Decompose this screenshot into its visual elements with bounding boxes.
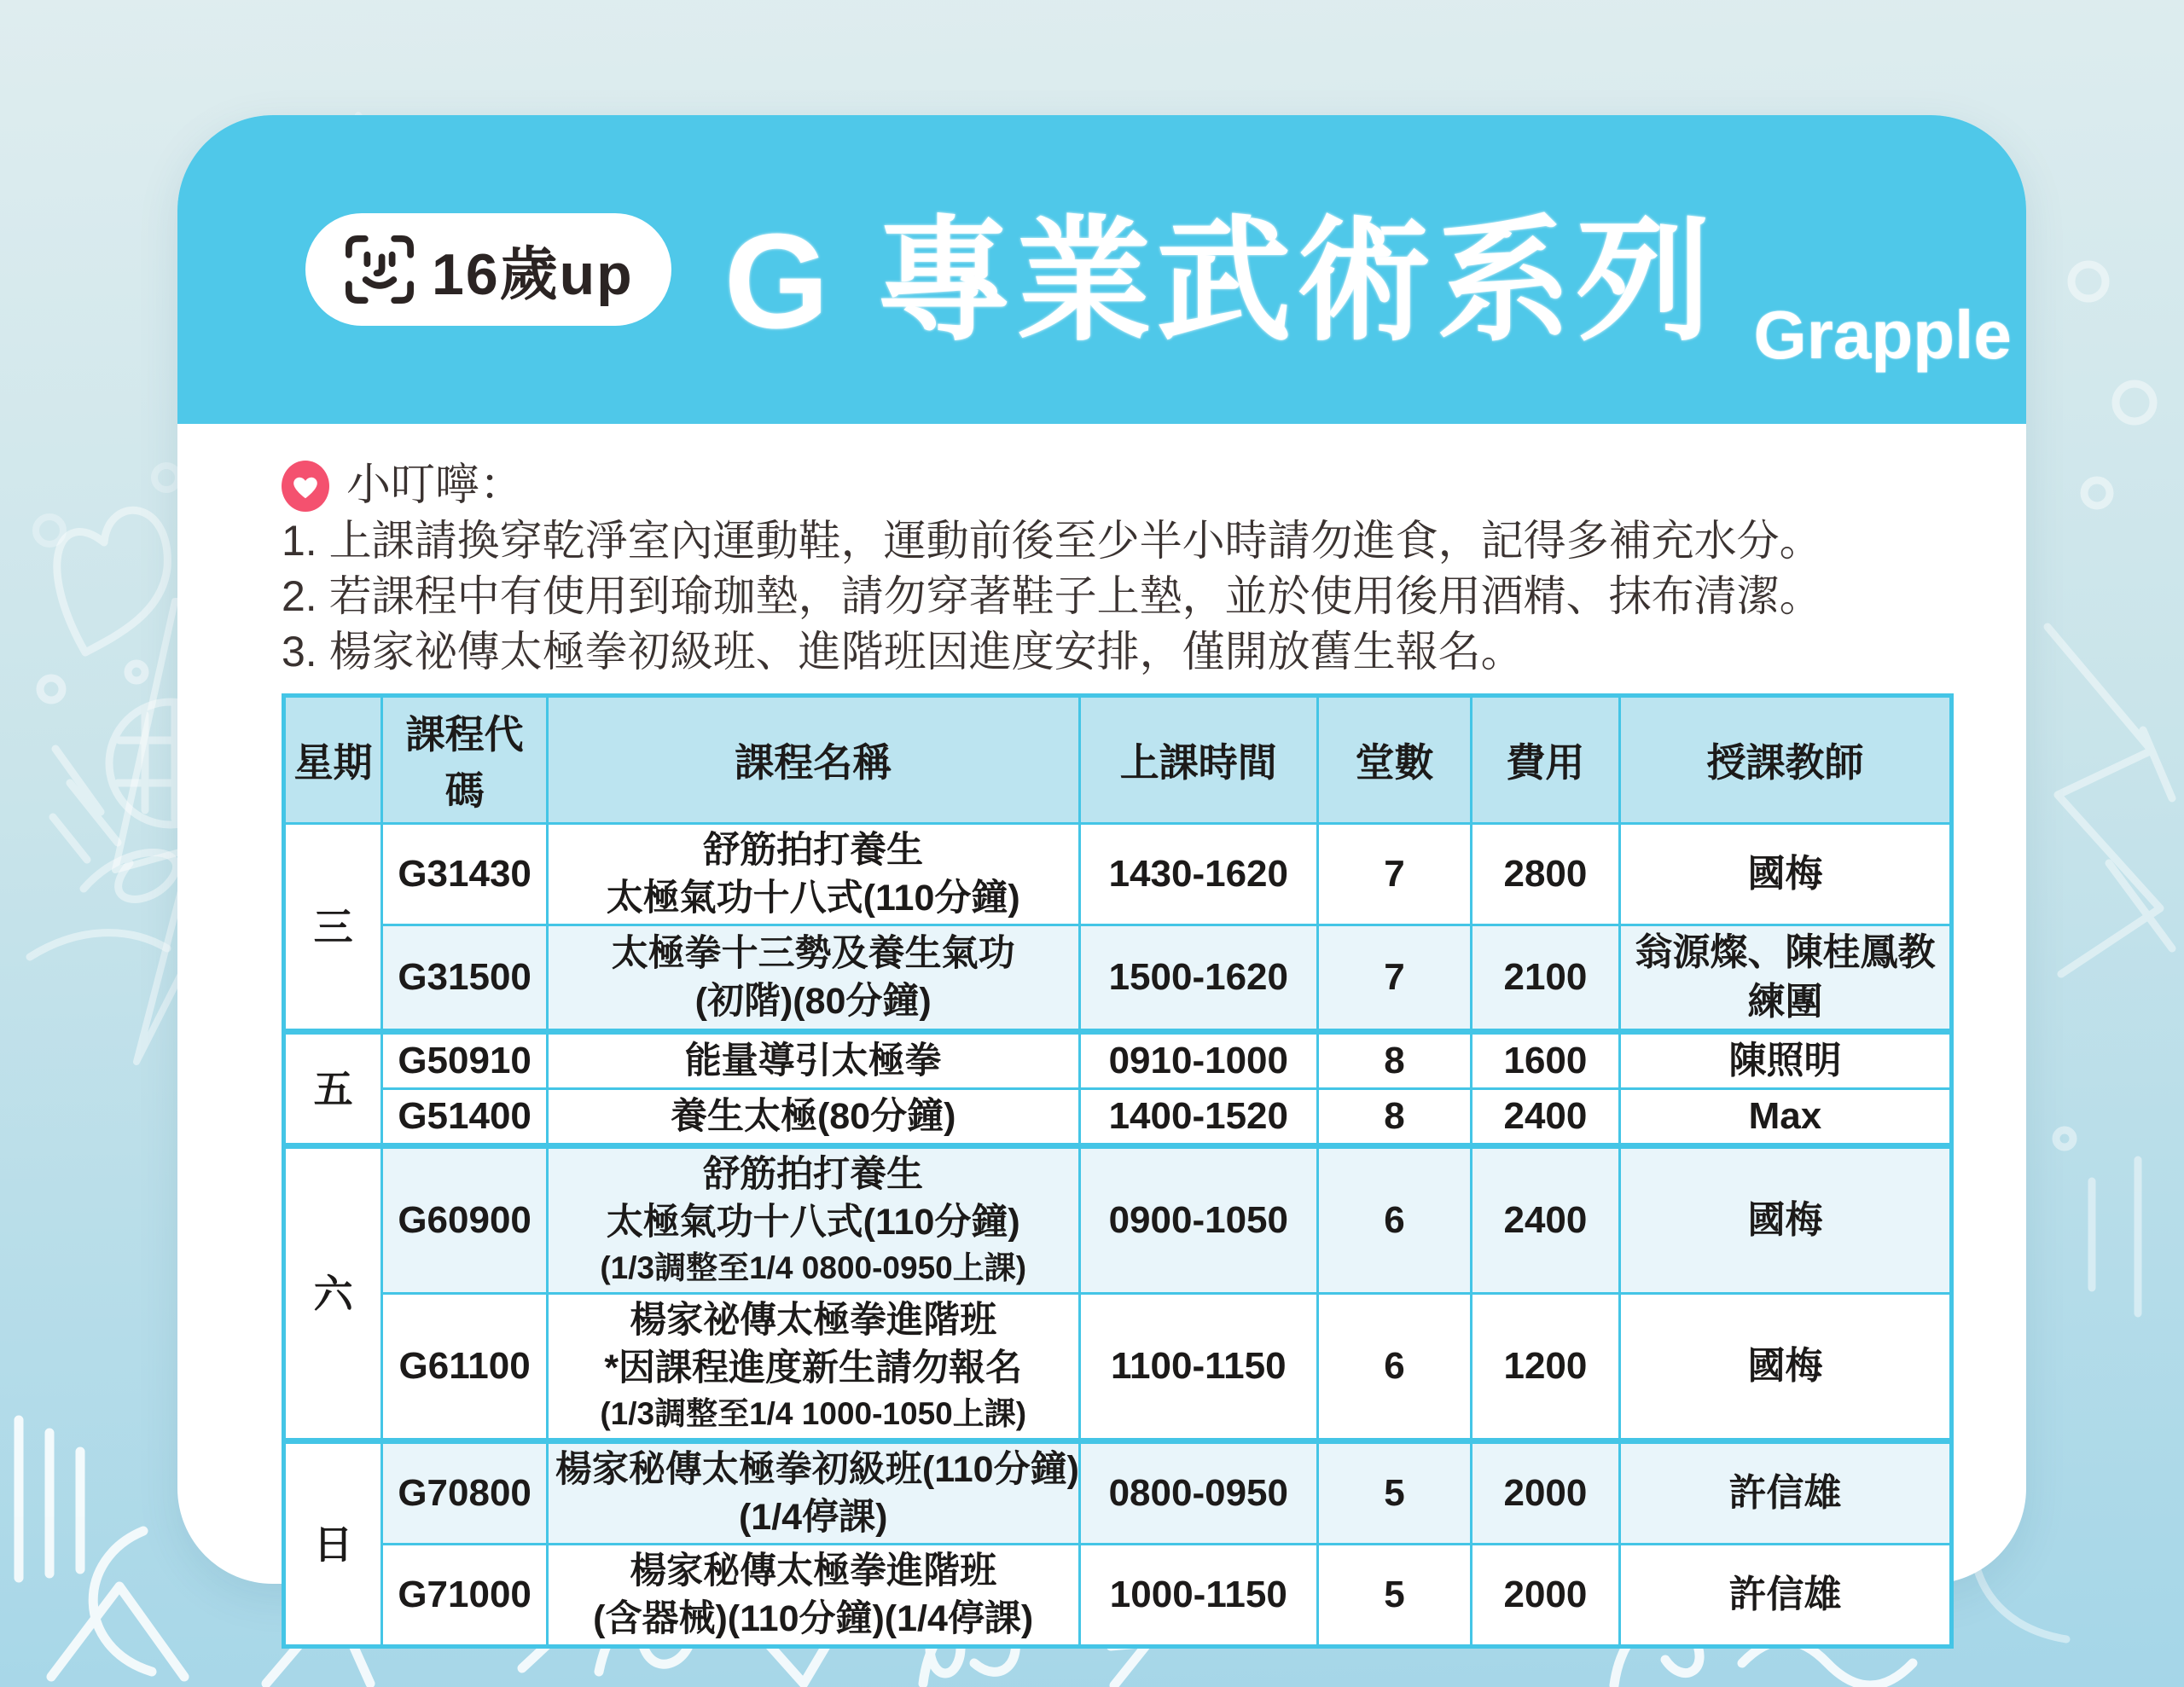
table-row [284, 824, 1952, 925]
cell-class-time: 0900-1050 [1079, 1146, 1318, 1294]
cell-course-name [547, 925, 1079, 1032]
column-header: 課程名稱 [547, 696, 1079, 824]
table-row [284, 1545, 1952, 1647]
cell-sessions: 5 [1318, 1545, 1472, 1647]
cell-day: 六 [284, 1146, 382, 1441]
cell-sessions: 6 [1318, 1146, 1472, 1294]
column-header: 費用 [1471, 696, 1619, 824]
cell-course-name [547, 824, 1079, 925]
cell-day: 五 [284, 1032, 382, 1146]
schedule-table [282, 693, 1954, 1649]
cell-course-name [547, 1032, 1079, 1089]
notes-heading: 小叮嚀： [346, 461, 525, 510]
cell-course-name [547, 1089, 1079, 1146]
course-name-line: 太極氣功十八式(110分鐘) [606, 878, 1020, 919]
course-name-line: (1/4停課) [738, 1497, 888, 1538]
cell-course-code: G50910 [382, 1032, 548, 1089]
course-name-line: 楊家秘傳太極拳進階班 [630, 1551, 997, 1591]
age-badge-label: 16歲up [432, 241, 634, 307]
column-header: 星期 [284, 696, 382, 824]
course-name-line: (含器械)(110分鐘)(1/4停課) [593, 1598, 1034, 1639]
course-name-line: (初階)(80分鐘) [694, 981, 932, 1022]
cell-fee: 2800 [1471, 824, 1619, 925]
cell-course-name [547, 1146, 1079, 1294]
cell-class-time: 0800-0950 [1079, 1441, 1318, 1545]
cell-sessions: 7 [1318, 925, 1472, 1032]
cell-class-time: 0910-1000 [1079, 1032, 1318, 1089]
table-row [284, 1032, 1952, 1089]
cell-class-time: 1430-1620 [1079, 824, 1318, 925]
heart-icon [282, 461, 329, 512]
face-id-smile-icon [343, 233, 416, 306]
column-header: 授課教師 [1619, 696, 1951, 824]
cell-teacher: 國梅 [1619, 1294, 1951, 1441]
column-header: 上課時間 [1079, 696, 1318, 824]
cell-teacher: Max [1619, 1089, 1951, 1146]
cell-course-name [547, 1545, 1079, 1647]
column-header: 課程代碼 [382, 696, 548, 824]
cell-sessions: 7 [1318, 824, 1472, 925]
cell-fee: 1600 [1471, 1032, 1619, 1089]
cell-teacher: 陳照明 [1619, 1032, 1951, 1089]
table-row [284, 1146, 1952, 1294]
page-title: G 專業武術系列 [723, 206, 1716, 357]
course-name-line: 能量導引太極拳 [684, 1041, 942, 1081]
cell-class-time: 1500-1620 [1079, 925, 1318, 1032]
cell-fee: 2400 [1471, 1146, 1619, 1294]
course-name-line: 舒筋拍打養生 [703, 830, 924, 871]
page-subtitle: Grapple [1753, 297, 2012, 373]
cell-sessions: 6 [1318, 1294, 1472, 1441]
notes-section [282, 458, 1951, 680]
cell-course-code: G51400 [382, 1089, 548, 1146]
cell-course-code: G60900 [382, 1146, 548, 1294]
note-item: 3. 楊家祕傳太極拳初級班、進階班因進度安排，僅開放舊生報名。 [282, 628, 1524, 675]
course-name-line: (1/3調整至1/4 1000-1050上課) [600, 1396, 1027, 1431]
table-row [284, 925, 1952, 1032]
cell-course-name [547, 1441, 1079, 1545]
table-header-row [284, 696, 1952, 824]
cell-class-time: 1100-1150 [1079, 1294, 1318, 1441]
cell-fee: 2400 [1471, 1089, 1619, 1146]
cell-course-code: G61100 [382, 1294, 548, 1441]
cell-teacher: 許信雄 [1619, 1545, 1951, 1647]
table-row [284, 1441, 1952, 1545]
cell-class-time: 1400-1520 [1079, 1089, 1318, 1146]
course-name-line: 太極拳十三勢及養生氣功 [611, 933, 1015, 974]
doodle-heart-icon [40, 510, 167, 700]
table-body [284, 824, 1952, 1647]
column-header: 堂數 [1318, 696, 1472, 824]
course-name-line: 楊家秘傳太極拳初級班(110分鐘) [555, 1449, 1079, 1490]
cell-teacher: 國梅 [1619, 1146, 1951, 1294]
course-name-line: 養生太極(80分鐘) [670, 1096, 956, 1137]
notes-heading-row [282, 458, 1951, 513]
cell-sessions: 5 [1318, 1441, 1472, 1545]
course-name-line: 太極氣功十八式(110分鐘) [606, 1202, 1020, 1243]
cell-sessions: 8 [1318, 1089, 1472, 1146]
cell-teacher: 許信雄 [1619, 1441, 1951, 1545]
cell-class-time: 1000-1150 [1079, 1545, 1318, 1647]
cell-course-code: G70800 [382, 1441, 548, 1545]
cell-course-name [547, 1294, 1079, 1441]
table-row [284, 1294, 1952, 1441]
course-name-line: 楊家祕傳太極拳進階班 [630, 1300, 997, 1341]
cell-fee: 1200 [1471, 1294, 1619, 1441]
age-badge [305, 213, 671, 326]
cell-teacher: 國梅 [1619, 824, 1951, 925]
cell-day: 三 [284, 824, 382, 1032]
notes-list [282, 513, 1951, 680]
poster-header [177, 115, 2026, 424]
course-name-line: *因課程進度新生請勿報名 [604, 1348, 1023, 1388]
cell-course-code: G71000 [382, 1545, 548, 1647]
cell-sessions: 8 [1318, 1032, 1472, 1089]
cell-course-code: G31430 [382, 824, 548, 925]
cell-teacher: 翁源燦、陳桂鳳教練團 [1619, 925, 1951, 1032]
poster-card [177, 115, 2026, 1639]
course-name-line: 舒筋拍打養生 [703, 1154, 924, 1195]
cell-day: 日 [284, 1441, 382, 1647]
note-item: 2. 若課程中有使用到瑜珈墊，請勿穿著鞋子上墊，並於使用後用酒精、抹布清潔。 [282, 572, 1822, 620]
note-item: 1. 上課請換穿乾淨室內運動鞋，運動前後至少半小時請勿進食，記得多補充水分。 [282, 517, 1822, 565]
cell-fee: 2100 [1471, 925, 1619, 1032]
table-row [284, 1089, 1952, 1146]
cell-course-code: G31500 [382, 925, 548, 1032]
cell-fee: 2000 [1471, 1545, 1619, 1647]
course-name-line: (1/3調整至1/4 0800-0950上課) [600, 1250, 1027, 1285]
cell-fee: 2000 [1471, 1441, 1619, 1545]
